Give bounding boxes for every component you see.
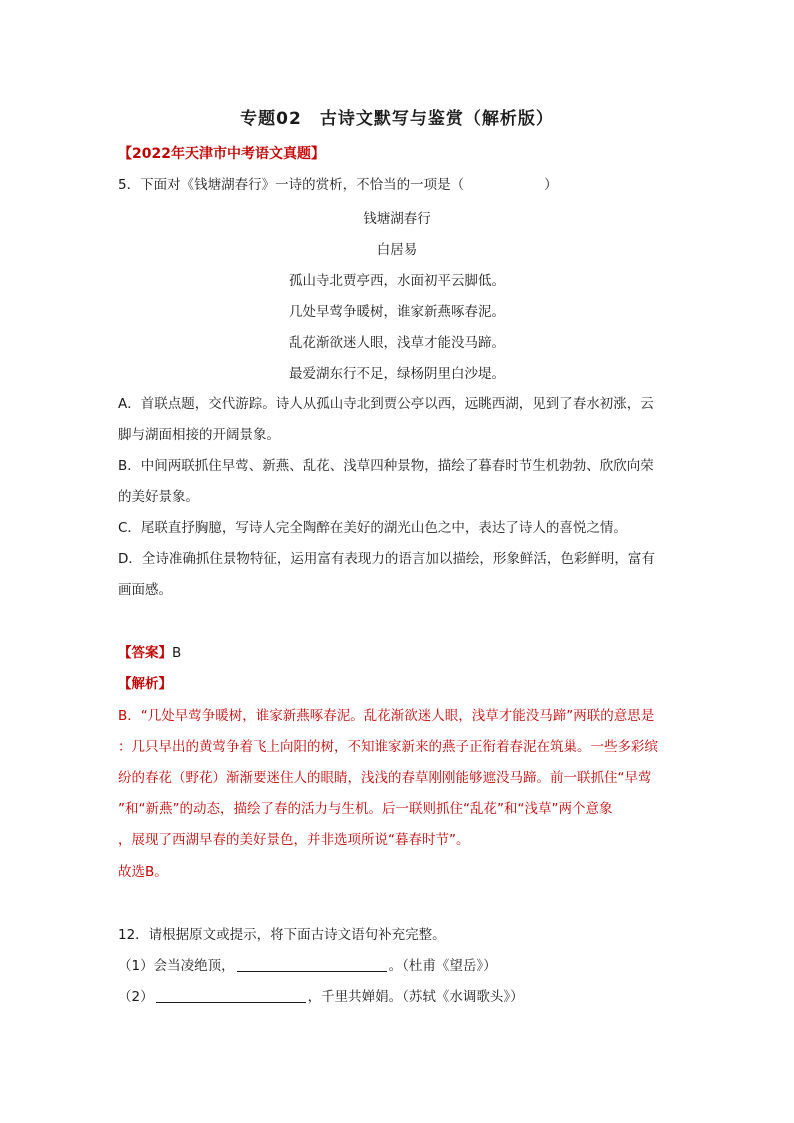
analysis-label xyxy=(118,674,172,694)
option-a-line-1: A．首联点题，交代游踪。诗人从孤山寺北到贾公亭以西，远眺西湖，见到了春水初涨，云 xyxy=(118,396,654,412)
answer-line xyxy=(118,643,181,663)
question-5-stem-close: ） xyxy=(544,177,558,193)
question-5-stem-text: 5．下面对《钱塘湖春行》一诗的赏析，不恰当的一项是（ xyxy=(118,177,465,193)
item-2-prefix: （2） xyxy=(118,989,154,1005)
analysis-line: 纷的春花（野花）渐渐要迷住人的眼睛，浅浅的春草刚刚能够遮没马蹄。前一联抓住“早莺 xyxy=(118,770,652,786)
poem-line: 孤山寺北贾亭西，水面初平云脚低。 xyxy=(289,273,505,289)
option-a-line-2: 脚与湖面相接的开阔景象。 xyxy=(118,427,280,443)
item-2-suffix: ，千里共婵娟。（苏轼《水调歌头》） xyxy=(307,989,524,1005)
question-12-item-1 xyxy=(118,956,497,976)
option-b-line-1: B．中间两联抓住早莺、新燕、乱花、浅草四种景物，描绘了暮春时节生机勃勃、欣欣向荣 xyxy=(118,458,654,474)
analysis-line: ，展现了西湖早春的美好景色，并非选项所说“暮春时节”。 xyxy=(118,832,470,848)
answer-value: B xyxy=(172,645,182,661)
section-tag: 【2022年天津市中考语文真题】 xyxy=(118,146,325,162)
analysis-label-text: 【解析】 xyxy=(118,676,172,692)
question-12-item-2 xyxy=(118,987,524,1007)
item-1-prefix: （1）会当凌绝顶， xyxy=(118,958,235,974)
poem-line: 乱花渐欲迷人眼，浅草才能没马蹄。 xyxy=(289,335,505,351)
analysis-line: ：几只早出的黄莺争着飞上向阳的树，不知谁家新来的燕子正衔着春泥在筑巢。一些多彩缤 xyxy=(118,739,658,755)
analysis-line: ”和“新燕”的动态，描绘了春的活力与生机。后一联则抓住“乱花”和“浅草”两个意象 xyxy=(118,801,613,817)
question-12-stem: 12．请根据原文或提示，将下面古诗文语句补充完整。 xyxy=(118,927,446,943)
option-b-line-2: 的美好景象。 xyxy=(118,489,199,505)
answer-label: 【答案】 xyxy=(118,645,172,661)
page-title: 专题02 古诗文默写与鉴赏（解析版） xyxy=(240,109,554,129)
question-5-stem xyxy=(118,175,558,195)
poem-author: 白居易 xyxy=(376,242,418,258)
option-d-line-1: D．全诗准确抓住景物特征，运用富有表现力的语言加以描绘，形象鲜活，色彩鲜明，富有 xyxy=(118,551,655,567)
option-c-line: C．尾联直抒胸臆，写诗人完全陶醉在美好的湖光山色之中，表达了诗人的喜悦之情。 xyxy=(118,520,627,536)
analysis-line: B．“几处早莺争暖树，谁家新燕啄春泥。乱花渐欲迷人眼，浅草才能没马蹄”两联的意思是 xyxy=(118,708,655,724)
fill-in-blank[interactable] xyxy=(156,988,306,1003)
item-1-suffix: 。（杜甫《望岳》） xyxy=(388,958,497,974)
poem-line: 最爱湖东行不足，绿杨阴里白沙堤。 xyxy=(289,366,505,382)
analysis-conclusion: 故选B。 xyxy=(118,864,168,880)
option-d-line-2: 画面感。 xyxy=(118,582,172,598)
poem-title: 钱塘湖春行 xyxy=(363,211,431,227)
poem-line: 几处早莺争暖树，谁家新燕啄春泥。 xyxy=(289,304,505,320)
fill-in-blank[interactable] xyxy=(237,957,387,972)
